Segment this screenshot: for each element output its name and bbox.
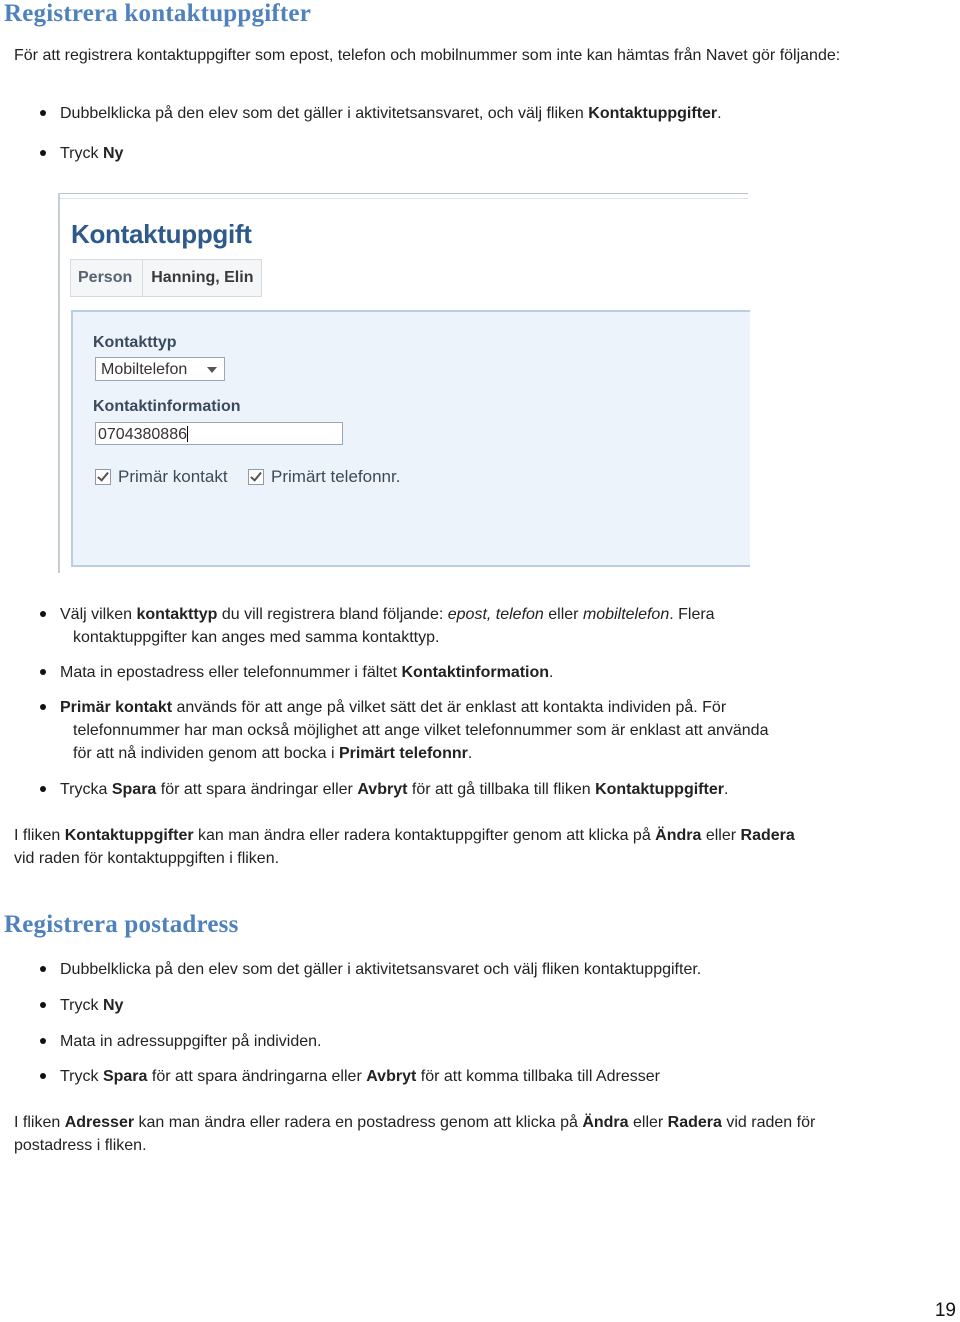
primary-phone-checkbox[interactable]: Primärt telefonnr.: [248, 467, 400, 487]
bullet-icon: [40, 704, 46, 710]
bullet-icon: [40, 110, 46, 116]
bullet-icon: [40, 611, 46, 617]
intro-paragraph: För att registrera kontaktuppgifter som epost, telefon och mobilnummer som inte kan hämtas från Navet gör följande:: [14, 47, 841, 64]
list-item: Trycka Spara för att spara ändringar eller Avbryt för att gå tillbaka till fliken Kontaktuppgifter.: [0, 778, 940, 801]
steps-list-5: [0, 778, 940, 801]
section-heading-kontaktuppgifter: Registrera kontaktuppgifter: [4, 0, 311, 27]
contact-type-select[interactable]: Mobiltelefon: [95, 357, 225, 381]
divider: [60, 193, 748, 199]
contact-type-label: Kontakttyp: [93, 334, 177, 351]
checkbox-checked-icon: [95, 469, 111, 485]
person-value: Hanning, Elin: [142, 260, 261, 296]
list-item: Tryck Spara för att spara ändringarna eller Avbryt för att komma tillbaka till Adresser: [0, 1065, 940, 1088]
form-title: Kontaktuppgift: [71, 219, 252, 249]
list-item: Primär kontakt används för att ange på vilket sätt det är enklast att kontakta individen på. För telefonnummer har man också möjlighet att ange vilket telefonnummer som är enklast att använda för att nå individen genom att bocka i Primärt telefonnr.: [0, 696, 940, 765]
steps-list-7: [0, 994, 940, 1017]
checkbox-checked-icon: [248, 469, 264, 485]
person-label: Person: [78, 269, 133, 286]
section-heading-postadress: Registrera postadress: [4, 911, 239, 938]
chevron-down-icon: [207, 367, 217, 373]
page-number: 19: [934, 1300, 956, 1321]
divider: [58, 193, 60, 573]
list-item: Dubbelklicka på den elev som det gäller i aktivitetsansvaret och välj fliken kontaktuppgifter.: [0, 958, 940, 981]
steps-list-8: [0, 1030, 940, 1053]
steps-list-2: [0, 603, 940, 649]
bullet-icon: [40, 1038, 46, 1044]
contact-info-input[interactable]: 0704380886: [95, 422, 343, 445]
list-item: Tryck Ny: [0, 142, 940, 165]
primary-contact-checkbox[interactable]: Primär kontakt: [95, 467, 228, 487]
bullet-icon: [40, 669, 46, 675]
list-item: Dubbelklicka på den elev som det gäller i aktivitetsansvaret, och välj fliken Kontaktuppgifter.: [0, 102, 940, 125]
bullet-icon: [40, 1002, 46, 1008]
steps-list-1b: [0, 142, 940, 165]
steps-list-6: [0, 958, 940, 981]
outro-paragraph-1: I fliken Kontaktuppgifter kan man ändra eller radera kontaktuppgifter genom att klicka på Ändra eller Radera vid raden för kontaktuppgiften i fliken.: [14, 827, 795, 867]
list-item: Mata in epostadress eller telefonnummer i fältet Kontaktinformation.: [0, 661, 940, 684]
person-field: [70, 259, 262, 297]
steps-list-4: [0, 696, 940, 765]
text-caret: [187, 426, 188, 442]
steps-list-1: [0, 102, 940, 125]
steps-list-9: [0, 1065, 940, 1088]
contact-form-screenshot: [58, 193, 748, 573]
contact-panel: [71, 310, 750, 567]
outro-paragraph-2: I fliken Adresser kan man ändra eller radera en postadress genom att klicka på Ändra eller Radera vid raden för postadress i fliken.: [14, 1114, 816, 1154]
bullet-icon: [40, 150, 46, 156]
contact-info-label: Kontaktinformation: [93, 398, 241, 415]
steps-list-3: [0, 661, 940, 684]
list-item: Tryck Ny: [0, 994, 940, 1017]
bullet-icon: [40, 786, 46, 792]
bullet-icon: [40, 966, 46, 972]
bullet-icon: [40, 1073, 46, 1079]
list-item: Välj vilken kontakttyp du vill registrera bland följande: epost, telefon eller mobiltelefon. Flera kontaktuppgifter kan anges med samma kontakttyp.: [0, 603, 940, 649]
list-item: Mata in adressuppgifter på individen.: [0, 1030, 940, 1053]
